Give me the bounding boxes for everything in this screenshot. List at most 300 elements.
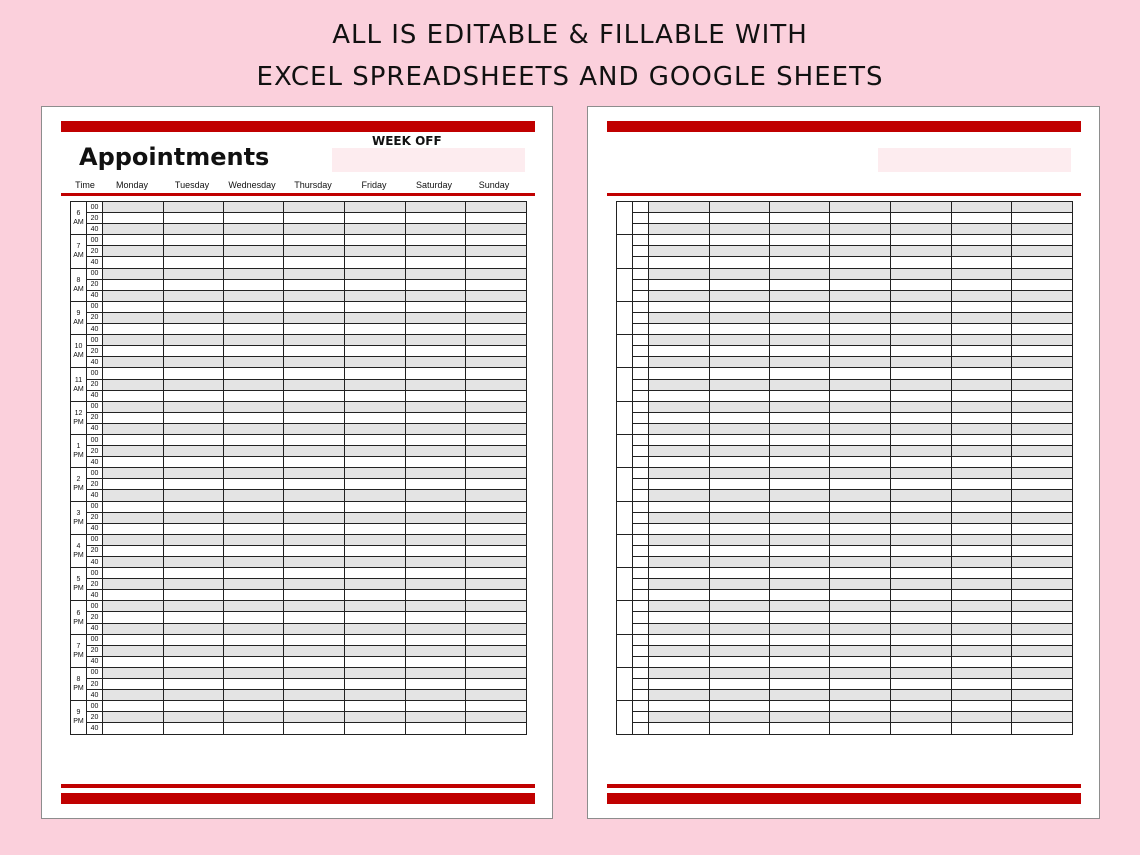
- appointment-cell[interactable]: [164, 202, 224, 213]
- appointment-cell[interactable]: [1012, 479, 1073, 490]
- appointment-cell[interactable]: [164, 446, 224, 457]
- appointment-cell[interactable]: [952, 612, 1012, 623]
- appointment-cell[interactable]: [224, 534, 284, 545]
- appointment-cell[interactable]: [649, 512, 710, 523]
- appointment-cell[interactable]: [224, 412, 284, 423]
- appointment-cell[interactable]: [891, 312, 952, 323]
- appointment-cell[interactable]: [406, 690, 466, 701]
- appointment-cell[interactable]: [164, 279, 224, 290]
- appointment-cell[interactable]: [406, 213, 466, 224]
- appointment-cell[interactable]: [710, 523, 770, 534]
- appointment-cell[interactable]: [710, 667, 770, 678]
- appointment-cell[interactable]: [466, 390, 527, 401]
- appointment-cell[interactable]: [406, 601, 466, 612]
- appointment-cell[interactable]: [284, 379, 345, 390]
- appointment-cell[interactable]: [164, 479, 224, 490]
- appointment-cell[interactable]: [406, 279, 466, 290]
- appointment-cell[interactable]: [224, 523, 284, 534]
- appointment-cell[interactable]: [164, 235, 224, 246]
- appointment-cell[interactable]: [345, 590, 406, 601]
- appointment-cell[interactable]: [466, 224, 527, 235]
- appointment-cell[interactable]: [710, 434, 770, 445]
- appointment-cell[interactable]: [103, 612, 164, 623]
- appointment-cell[interactable]: [406, 312, 466, 323]
- appointment-cell[interactable]: [649, 401, 710, 412]
- appointment-cell[interactable]: [770, 335, 830, 346]
- appointment-cell[interactable]: [830, 501, 891, 512]
- appointment-cell[interactable]: [103, 557, 164, 568]
- appointment-cell[interactable]: [224, 545, 284, 556]
- appointment-cell[interactable]: [770, 568, 830, 579]
- appointment-cell[interactable]: [164, 712, 224, 723]
- appointment-cell[interactable]: [466, 523, 527, 534]
- appointment-cell[interactable]: [1012, 301, 1073, 312]
- appointment-cell[interactable]: [224, 667, 284, 678]
- appointment-cell[interactable]: [466, 290, 527, 301]
- appointment-cell[interactable]: [830, 667, 891, 678]
- appointment-cell[interactable]: [770, 446, 830, 457]
- appointment-cell[interactable]: [891, 523, 952, 534]
- appointment-cell[interactable]: [649, 645, 710, 656]
- appointment-cell[interactable]: [224, 401, 284, 412]
- appointment-cell[interactable]: [830, 479, 891, 490]
- appointment-cell[interactable]: [1012, 235, 1073, 246]
- appointment-cell[interactable]: [649, 501, 710, 512]
- appointment-cell[interactable]: [1012, 434, 1073, 445]
- appointment-cell[interactable]: [710, 690, 770, 701]
- appointment-cell[interactable]: [710, 312, 770, 323]
- appointment-cell[interactable]: [1012, 612, 1073, 623]
- appointment-cell[interactable]: [952, 656, 1012, 667]
- appointment-cell[interactable]: [952, 368, 1012, 379]
- appointment-cell[interactable]: [466, 679, 527, 690]
- appointment-cell[interactable]: [406, 512, 466, 523]
- appointment-cell[interactable]: [224, 324, 284, 335]
- appointment-cell[interactable]: [952, 501, 1012, 512]
- appointment-cell[interactable]: [830, 412, 891, 423]
- appointment-cell[interactable]: [1012, 224, 1073, 235]
- appointment-cell[interactable]: [103, 457, 164, 468]
- appointment-cell[interactable]: [649, 612, 710, 623]
- appointment-cell[interactable]: [1012, 645, 1073, 656]
- appointment-cell[interactable]: [406, 246, 466, 257]
- appointment-cell[interactable]: [164, 368, 224, 379]
- appointment-cell[interactable]: [649, 235, 710, 246]
- appointment-cell[interactable]: [1012, 601, 1073, 612]
- appointment-cell[interactable]: [770, 401, 830, 412]
- appointment-cell[interactable]: [830, 512, 891, 523]
- appointment-cell[interactable]: [164, 423, 224, 434]
- appointment-cell[interactable]: [830, 235, 891, 246]
- appointment-cell[interactable]: [164, 457, 224, 468]
- appointment-cell[interactable]: [770, 268, 830, 279]
- appointment-cell[interactable]: [710, 512, 770, 523]
- appointment-cell[interactable]: [891, 379, 952, 390]
- appointment-cell[interactable]: [164, 379, 224, 390]
- appointment-cell[interactable]: [891, 213, 952, 224]
- appointment-cell[interactable]: [103, 679, 164, 690]
- appointment-cell[interactable]: [103, 712, 164, 723]
- appointment-cell[interactable]: [284, 324, 345, 335]
- appointment-cell[interactable]: [891, 501, 952, 512]
- appointment-cell[interactable]: [224, 246, 284, 257]
- appointment-cell[interactable]: [830, 545, 891, 556]
- appointment-cell[interactable]: [1012, 457, 1073, 468]
- appointment-cell[interactable]: [891, 401, 952, 412]
- appointment-cell[interactable]: [1012, 446, 1073, 457]
- appointment-cell[interactable]: [891, 690, 952, 701]
- appointment-cell[interactable]: [830, 401, 891, 412]
- appointment-cell[interactable]: [891, 534, 952, 545]
- appointment-cell[interactable]: [466, 335, 527, 346]
- appointment-cell[interactable]: [830, 457, 891, 468]
- appointment-cell[interactable]: [466, 723, 527, 734]
- appointment-cell[interactable]: [345, 324, 406, 335]
- appointment-cell[interactable]: [164, 634, 224, 645]
- appointment-cell[interactable]: [770, 512, 830, 523]
- appointment-cell[interactable]: [284, 579, 345, 590]
- appointment-cell[interactable]: [830, 324, 891, 335]
- appointment-cell[interactable]: [770, 579, 830, 590]
- appointment-cell[interactable]: [224, 579, 284, 590]
- appointment-cell[interactable]: [466, 612, 527, 623]
- appointment-cell[interactable]: [406, 346, 466, 357]
- appointment-cell[interactable]: [649, 224, 710, 235]
- appointment-cell[interactable]: [345, 490, 406, 501]
- appointment-cell[interactable]: [649, 379, 710, 390]
- appointment-cell[interactable]: [952, 623, 1012, 634]
- appointment-cell[interactable]: [891, 224, 952, 235]
- appointment-cell[interactable]: [710, 579, 770, 590]
- appointment-cell[interactable]: [891, 457, 952, 468]
- appointment-cell[interactable]: [1012, 412, 1073, 423]
- appointment-cell[interactable]: [406, 534, 466, 545]
- appointment-cell[interactable]: [891, 268, 952, 279]
- appointment-cell[interactable]: [770, 257, 830, 268]
- appointment-cell[interactable]: [284, 335, 345, 346]
- appointment-cell[interactable]: [649, 479, 710, 490]
- appointment-cell[interactable]: [103, 645, 164, 656]
- appointment-cell[interactable]: [345, 601, 406, 612]
- appointment-cell[interactable]: [224, 590, 284, 601]
- appointment-cell[interactable]: [952, 645, 1012, 656]
- appointment-cell[interactable]: [345, 645, 406, 656]
- appointment-cell[interactable]: [830, 335, 891, 346]
- appointment-cell[interactable]: [710, 235, 770, 246]
- appointment-cell[interactable]: [284, 679, 345, 690]
- appointment-cell[interactable]: [1012, 701, 1073, 712]
- appointment-cell[interactable]: [466, 423, 527, 434]
- appointment-cell[interactable]: [406, 723, 466, 734]
- appointment-cell[interactable]: [952, 335, 1012, 346]
- appointment-cell[interactable]: [466, 590, 527, 601]
- appointment-cell[interactable]: [770, 490, 830, 501]
- appointment-cell[interactable]: [649, 202, 710, 213]
- appointment-cell[interactable]: [164, 490, 224, 501]
- appointment-cell[interactable]: [952, 213, 1012, 224]
- appointment-cell[interactable]: [952, 701, 1012, 712]
- appointment-cell[interactable]: [466, 357, 527, 368]
- appointment-cell[interactable]: [770, 379, 830, 390]
- appointment-cell[interactable]: [406, 202, 466, 213]
- appointment-cell[interactable]: [891, 557, 952, 568]
- appointment-cell[interactable]: [710, 268, 770, 279]
- appointment-cell[interactable]: [345, 712, 406, 723]
- appointment-cell[interactable]: [770, 457, 830, 468]
- appointment-cell[interactable]: [103, 534, 164, 545]
- appointment-cell[interactable]: [770, 679, 830, 690]
- appointment-cell[interactable]: [649, 590, 710, 601]
- appointment-cell[interactable]: [710, 612, 770, 623]
- appointment-cell[interactable]: [710, 545, 770, 556]
- appointment-cell[interactable]: [466, 401, 527, 412]
- appointment-cell[interactable]: [164, 412, 224, 423]
- appointment-cell[interactable]: [103, 601, 164, 612]
- appointment-cell[interactable]: [1012, 712, 1073, 723]
- appointment-cell[interactable]: [284, 590, 345, 601]
- appointment-cell[interactable]: [952, 523, 1012, 534]
- appointment-cell[interactable]: [830, 268, 891, 279]
- appointment-cell[interactable]: [830, 590, 891, 601]
- appointment-cell[interactable]: [466, 368, 527, 379]
- appointment-cell[interactable]: [891, 412, 952, 423]
- appointment-cell[interactable]: [406, 712, 466, 723]
- appointment-cell[interactable]: [406, 290, 466, 301]
- appointment-cell[interactable]: [830, 213, 891, 224]
- appointment-cell[interactable]: [284, 434, 345, 445]
- appointment-cell[interactable]: [466, 312, 527, 323]
- appointment-cell[interactable]: [649, 290, 710, 301]
- appointment-cell[interactable]: [770, 590, 830, 601]
- appointment-cell[interactable]: [952, 723, 1012, 734]
- appointment-cell[interactable]: [103, 224, 164, 235]
- appointment-cell[interactable]: [649, 490, 710, 501]
- appointment-cell[interactable]: [770, 290, 830, 301]
- appointment-cell[interactable]: [103, 235, 164, 246]
- appointment-cell[interactable]: [224, 612, 284, 623]
- appointment-cell[interactable]: [284, 301, 345, 312]
- appointment-cell[interactable]: [345, 468, 406, 479]
- appointment-cell[interactable]: [891, 446, 952, 457]
- appointment-cell[interactable]: [649, 712, 710, 723]
- appointment-cell[interactable]: [710, 712, 770, 723]
- appointment-cell[interactable]: [103, 335, 164, 346]
- appointment-cell[interactable]: [103, 268, 164, 279]
- appointment-cell[interactable]: [1012, 557, 1073, 568]
- appointment-cell[interactable]: [770, 601, 830, 612]
- appointment-cell[interactable]: [1012, 368, 1073, 379]
- appointment-cell[interactable]: [770, 623, 830, 634]
- appointment-cell[interactable]: [103, 501, 164, 512]
- appointment-cell[interactable]: [164, 335, 224, 346]
- appointment-cell[interactable]: [649, 667, 710, 678]
- appointment-cell[interactable]: [466, 301, 527, 312]
- appointment-cell[interactable]: [345, 656, 406, 667]
- appointment-cell[interactable]: [770, 557, 830, 568]
- appointment-cell[interactable]: [406, 401, 466, 412]
- appointment-cell[interactable]: [952, 434, 1012, 445]
- appointment-cell[interactable]: [224, 301, 284, 312]
- appointment-cell[interactable]: [710, 679, 770, 690]
- appointment-cell[interactable]: [891, 512, 952, 523]
- appointment-cell[interactable]: [1012, 246, 1073, 257]
- appointment-cell[interactable]: [891, 579, 952, 590]
- appointment-cell[interactable]: [1012, 213, 1073, 224]
- appointment-cell[interactable]: [830, 346, 891, 357]
- appointment-cell[interactable]: [345, 412, 406, 423]
- appointment-cell[interactable]: [224, 645, 284, 656]
- appointment-cell[interactable]: [466, 479, 527, 490]
- appointment-cell[interactable]: [466, 235, 527, 246]
- appointment-cell[interactable]: [224, 423, 284, 434]
- appointment-cell[interactable]: [466, 712, 527, 723]
- appointment-cell[interactable]: [649, 213, 710, 224]
- appointment-cell[interactable]: [345, 257, 406, 268]
- appointment-cell[interactable]: [649, 534, 710, 545]
- appointment-cell[interactable]: [345, 368, 406, 379]
- appointment-cell[interactable]: [345, 390, 406, 401]
- appointment-cell[interactable]: [649, 634, 710, 645]
- appointment-cell[interactable]: [649, 679, 710, 690]
- appointment-cell[interactable]: [770, 645, 830, 656]
- appointment-cell[interactable]: [891, 202, 952, 213]
- appointment-cell[interactable]: [103, 690, 164, 701]
- appointment-cell[interactable]: [649, 557, 710, 568]
- appointment-cell[interactable]: [770, 279, 830, 290]
- appointment-cell[interactable]: [103, 368, 164, 379]
- appointment-cell[interactable]: [284, 501, 345, 512]
- appointment-cell[interactable]: [952, 290, 1012, 301]
- appointment-cell[interactable]: [952, 667, 1012, 678]
- appointment-cell[interactable]: [466, 557, 527, 568]
- appointment-cell[interactable]: [406, 335, 466, 346]
- appointment-cell[interactable]: [770, 412, 830, 423]
- appointment-cell[interactable]: [710, 701, 770, 712]
- appointment-cell[interactable]: [1012, 401, 1073, 412]
- appointment-cell[interactable]: [406, 612, 466, 623]
- appointment-cell[interactable]: [1012, 545, 1073, 556]
- appointment-cell[interactable]: [770, 523, 830, 534]
- appointment-cell[interactable]: [1012, 623, 1073, 634]
- appointment-cell[interactable]: [830, 246, 891, 257]
- appointment-cell[interactable]: [770, 202, 830, 213]
- appointment-cell[interactable]: [710, 390, 770, 401]
- appointment-cell[interactable]: [710, 412, 770, 423]
- appointment-cell[interactable]: [891, 634, 952, 645]
- appointment-cell[interactable]: [284, 390, 345, 401]
- appointment-cell[interactable]: [710, 601, 770, 612]
- appointment-cell[interactable]: [284, 224, 345, 235]
- appointment-cell[interactable]: [164, 324, 224, 335]
- appointment-cell[interactable]: [710, 590, 770, 601]
- appointment-cell[interactable]: [284, 446, 345, 457]
- appointment-cell[interactable]: [710, 279, 770, 290]
- appointment-cell[interactable]: [770, 301, 830, 312]
- appointment-cell[interactable]: [406, 479, 466, 490]
- appointment-cell[interactable]: [830, 645, 891, 656]
- appointment-cell[interactable]: [103, 423, 164, 434]
- appointment-cell[interactable]: [466, 601, 527, 612]
- appointment-cell[interactable]: [952, 423, 1012, 434]
- appointment-cell[interactable]: [830, 712, 891, 723]
- appointment-cell[interactable]: [466, 490, 527, 501]
- appointment-cell[interactable]: [224, 346, 284, 357]
- appointment-cell[interactable]: [164, 690, 224, 701]
- appointment-cell[interactable]: [103, 667, 164, 678]
- appointment-cell[interactable]: [466, 579, 527, 590]
- appointment-cell[interactable]: [649, 656, 710, 667]
- appointment-cell[interactable]: [466, 202, 527, 213]
- appointment-cell[interactable]: [466, 279, 527, 290]
- appointment-cell[interactable]: [164, 656, 224, 667]
- appointment-cell[interactable]: [103, 579, 164, 590]
- appointment-cell[interactable]: [770, 246, 830, 257]
- appointment-cell[interactable]: [284, 690, 345, 701]
- appointment-cell[interactable]: [710, 257, 770, 268]
- appointment-cell[interactable]: [406, 357, 466, 368]
- appointment-cell[interactable]: [770, 723, 830, 734]
- appointment-cell[interactable]: [406, 468, 466, 479]
- appointment-cell[interactable]: [891, 612, 952, 623]
- appointment-cell[interactable]: [830, 312, 891, 323]
- appointment-cell[interactable]: [891, 723, 952, 734]
- appointment-cell[interactable]: [1012, 202, 1073, 213]
- appointment-cell[interactable]: [224, 501, 284, 512]
- appointment-cell[interactable]: [224, 723, 284, 734]
- appointment-cell[interactable]: [284, 723, 345, 734]
- appointment-cell[interactable]: [224, 568, 284, 579]
- appointment-cell[interactable]: [466, 534, 527, 545]
- appointment-cell[interactable]: [103, 701, 164, 712]
- appointment-cell[interactable]: [164, 312, 224, 323]
- appointment-cell[interactable]: [952, 634, 1012, 645]
- appointment-cell[interactable]: [770, 534, 830, 545]
- appointment-cell[interactable]: [649, 434, 710, 445]
- appointment-cell[interactable]: [891, 434, 952, 445]
- appointment-cell[interactable]: [830, 723, 891, 734]
- appointment-cell[interactable]: [224, 690, 284, 701]
- appointment-cell[interactable]: [830, 202, 891, 213]
- appointment-cell[interactable]: [345, 545, 406, 556]
- appointment-cell[interactable]: [345, 623, 406, 634]
- appointment-cell[interactable]: [830, 490, 891, 501]
- appointment-cell[interactable]: [1012, 279, 1073, 290]
- appointment-cell[interactable]: [952, 690, 1012, 701]
- appointment-cell[interactable]: [466, 412, 527, 423]
- appointment-cell[interactable]: [224, 557, 284, 568]
- appointment-cell[interactable]: [830, 390, 891, 401]
- appointment-cell[interactable]: [284, 667, 345, 678]
- appointment-cell[interactable]: [164, 623, 224, 634]
- appointment-cell[interactable]: [1012, 656, 1073, 667]
- appointment-cell[interactable]: [891, 545, 952, 556]
- appointment-cell[interactable]: [284, 235, 345, 246]
- appointment-cell[interactable]: [284, 612, 345, 623]
- appointment-cell[interactable]: [466, 468, 527, 479]
- appointment-cell[interactable]: [891, 601, 952, 612]
- appointment-cell[interactable]: [284, 468, 345, 479]
- appointment-cell[interactable]: [830, 523, 891, 534]
- appointment-cell[interactable]: [224, 446, 284, 457]
- appointment-cell[interactable]: [1012, 523, 1073, 534]
- appointment-cell[interactable]: [1012, 324, 1073, 335]
- appointment-cell[interactable]: [103, 479, 164, 490]
- appointment-cell[interactable]: [284, 412, 345, 423]
- appointment-cell[interactable]: [830, 357, 891, 368]
- appointment-cell[interactable]: [1012, 579, 1073, 590]
- appointment-cell[interactable]: [164, 557, 224, 568]
- appointment-cell[interactable]: [103, 279, 164, 290]
